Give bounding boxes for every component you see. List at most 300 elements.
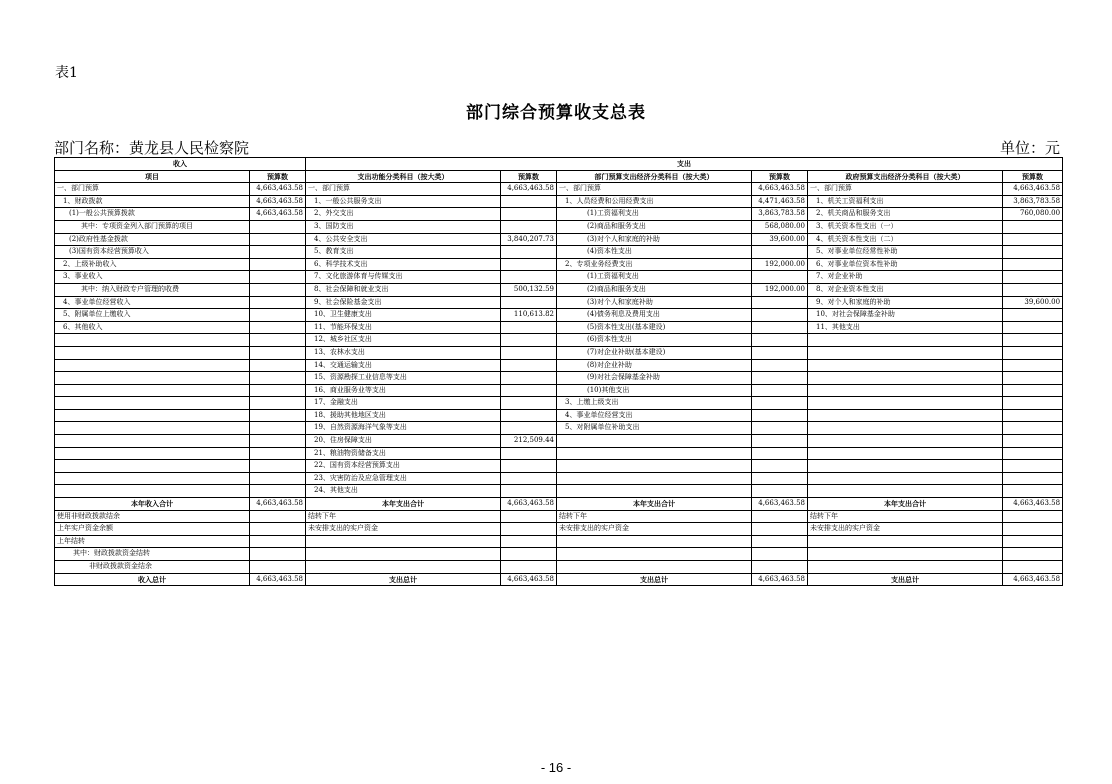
item-cell: 4、事业单位经营收入 bbox=[55, 296, 250, 309]
item-cell bbox=[557, 435, 752, 448]
amount-cell bbox=[501, 397, 557, 410]
amount-cell bbox=[501, 359, 557, 372]
column-header: 预算数 bbox=[1003, 170, 1063, 183]
item-cell: 一、部门预算 bbox=[808, 183, 1003, 196]
table-row bbox=[55, 510, 1063, 523]
item-cell: 2、上级补助收入 bbox=[55, 258, 250, 271]
amount-cell: 4,663,463.58 bbox=[1003, 573, 1063, 586]
table-row bbox=[55, 220, 1063, 233]
item-cell: 8、对企业资本性支出 bbox=[808, 283, 1003, 296]
item-cell bbox=[55, 409, 250, 422]
amount-cell bbox=[1003, 435, 1063, 448]
amount-cell bbox=[501, 460, 557, 473]
item-cell: 20、住房保障支出 bbox=[306, 435, 501, 448]
amount-cell: 4,663,463.58 bbox=[250, 195, 306, 208]
amount-cell bbox=[501, 372, 557, 385]
item-cell: (7)对企业补助(基本建设) bbox=[557, 346, 752, 359]
item-cell bbox=[808, 334, 1003, 347]
amount-cell bbox=[1003, 422, 1063, 435]
item-cell: 其中：专项资金列入部门预算的项目 bbox=[55, 220, 250, 233]
page-title: 部门综合预算收支总表 bbox=[466, 103, 646, 123]
amount-cell: 192,000.00 bbox=[752, 283, 808, 296]
table-row bbox=[55, 183, 1063, 196]
item-cell: (5)资本性支出(基本建设) bbox=[557, 321, 752, 334]
amount-cell bbox=[501, 296, 557, 309]
item-cell bbox=[808, 409, 1003, 422]
table-row bbox=[55, 296, 1063, 309]
amount-cell: 3,863,783.58 bbox=[1003, 195, 1063, 208]
amount-cell bbox=[1003, 535, 1063, 548]
item-cell: 结转下年 bbox=[808, 510, 1003, 523]
table-row bbox=[55, 321, 1063, 334]
amount-cell bbox=[1003, 258, 1063, 271]
table-number: 表1 bbox=[55, 65, 78, 81]
item-cell: 6、科学技术支出 bbox=[306, 258, 501, 271]
column-header: 预算数 bbox=[250, 170, 306, 183]
amount-cell: 4,663,463.58 bbox=[1003, 498, 1063, 511]
item-cell: 支出总计 bbox=[808, 573, 1003, 586]
item-cell: (3)对个人和家庭补助 bbox=[557, 296, 752, 309]
item-cell: 5、对附属单位补助支出 bbox=[557, 422, 752, 435]
amount-cell bbox=[501, 346, 557, 359]
item-cell: 一、部门预算 bbox=[306, 183, 501, 196]
amount-cell bbox=[250, 472, 306, 485]
item-cell: 支出总计 bbox=[306, 573, 501, 586]
amount-cell bbox=[1003, 561, 1063, 574]
item-cell: 13、农林水支出 bbox=[306, 346, 501, 359]
amount-cell bbox=[1003, 346, 1063, 359]
table-row bbox=[55, 359, 1063, 372]
amount-cell bbox=[250, 246, 306, 259]
item-cell bbox=[55, 460, 250, 473]
item-cell: 11、节能环保支出 bbox=[306, 321, 501, 334]
item-cell: 10、卫生健康支出 bbox=[306, 309, 501, 322]
item-cell bbox=[557, 460, 752, 473]
item-cell: 14、交通运输支出 bbox=[306, 359, 501, 372]
amount-cell bbox=[752, 561, 808, 574]
amount-cell bbox=[1003, 447, 1063, 460]
item-cell bbox=[55, 359, 250, 372]
amount-cell bbox=[250, 422, 306, 435]
table-row bbox=[55, 409, 1063, 422]
amount-cell bbox=[752, 359, 808, 372]
item-cell: 4、事业单位经营支出 bbox=[557, 409, 752, 422]
amount-cell bbox=[501, 334, 557, 347]
table-row bbox=[55, 485, 1063, 498]
table-row bbox=[55, 535, 1063, 548]
item-cell bbox=[808, 384, 1003, 397]
amount-cell bbox=[752, 309, 808, 322]
item-cell: (1)工资福利支出 bbox=[557, 208, 752, 221]
item-cell bbox=[557, 447, 752, 460]
item-cell: (2)政府性基金拨款 bbox=[55, 233, 250, 246]
amount-cell bbox=[1003, 283, 1063, 296]
department-name: 部门名称：黄龙县人民检察院 bbox=[54, 139, 250, 157]
item-cell: 2、专项业务经费支出 bbox=[557, 258, 752, 271]
unit-label: 单位：元 bbox=[999, 139, 1060, 157]
item-cell: 7、对企业补助 bbox=[808, 271, 1003, 284]
amount-cell bbox=[1003, 321, 1063, 334]
table-row bbox=[55, 561, 1063, 574]
item-cell: 1、人员经费和公用经费支出 bbox=[557, 195, 752, 208]
amount-cell bbox=[250, 409, 306, 422]
amount-cell bbox=[250, 460, 306, 473]
amount-cell bbox=[501, 422, 557, 435]
item-cell: 6、其他收入 bbox=[55, 321, 250, 334]
amount-cell bbox=[250, 535, 306, 548]
item-cell: 上年实户资金余额 bbox=[55, 523, 250, 536]
table-row bbox=[55, 195, 1063, 208]
item-cell bbox=[557, 548, 752, 561]
amount-cell: 4,663,463.58 bbox=[752, 498, 808, 511]
amount-cell bbox=[1003, 359, 1063, 372]
amount-cell bbox=[250, 397, 306, 410]
item-cell bbox=[55, 472, 250, 485]
amount-cell bbox=[1003, 220, 1063, 233]
amount-cell bbox=[752, 246, 808, 259]
item-cell: (3)对个人和家庭的补助 bbox=[557, 233, 752, 246]
amount-cell bbox=[1003, 271, 1063, 284]
item-cell: 22、国有资本经营预算支出 bbox=[306, 460, 501, 473]
item-cell: 8、社会保障和就业支出 bbox=[306, 283, 501, 296]
item-cell bbox=[808, 397, 1003, 410]
amount-cell bbox=[752, 384, 808, 397]
item-cell: 未安排支出的实户资金 bbox=[557, 523, 752, 536]
amount-cell bbox=[1003, 523, 1063, 536]
amount-cell bbox=[250, 309, 306, 322]
amount-cell bbox=[1003, 309, 1063, 322]
amount-cell bbox=[501, 485, 557, 498]
amount-cell bbox=[501, 208, 557, 221]
income-header: 收入 bbox=[55, 158, 306, 171]
amount-cell bbox=[752, 435, 808, 448]
item-cell: (3)国有资本经营预算收入 bbox=[55, 246, 250, 259]
item-cell bbox=[808, 561, 1003, 574]
amount-cell bbox=[501, 561, 557, 574]
item-cell bbox=[306, 535, 501, 548]
amount-cell bbox=[501, 321, 557, 334]
item-cell: 2、外交支出 bbox=[306, 208, 501, 221]
amount-cell: 3,840,207.73 bbox=[501, 233, 557, 246]
item-cell bbox=[808, 435, 1003, 448]
item-cell bbox=[808, 346, 1003, 359]
amount-cell bbox=[250, 447, 306, 460]
amount-cell: 4,663,463.58 bbox=[250, 573, 306, 586]
amount-cell bbox=[250, 283, 306, 296]
item-cell bbox=[55, 447, 250, 460]
amount-cell bbox=[501, 195, 557, 208]
item-cell: 11、其他支出 bbox=[808, 321, 1003, 334]
item-cell bbox=[55, 422, 250, 435]
amount-cell: 4,663,463.58 bbox=[250, 183, 306, 196]
table-row bbox=[55, 422, 1063, 435]
amount-cell bbox=[752, 372, 808, 385]
table-row bbox=[55, 384, 1063, 397]
item-cell bbox=[808, 535, 1003, 548]
amount-cell bbox=[250, 384, 306, 397]
amount-cell bbox=[501, 447, 557, 460]
item-cell bbox=[557, 485, 752, 498]
amount-cell bbox=[250, 548, 306, 561]
amount-cell bbox=[250, 220, 306, 233]
amount-cell bbox=[501, 220, 557, 233]
amount-cell bbox=[250, 510, 306, 523]
amount-cell bbox=[1003, 472, 1063, 485]
table-row bbox=[55, 246, 1063, 259]
item-cell: (1)一般公共预算拨款 bbox=[55, 208, 250, 221]
amount-cell bbox=[250, 523, 306, 536]
amount-cell bbox=[1003, 548, 1063, 561]
amount-cell: 39,600.00 bbox=[1003, 296, 1063, 309]
amount-cell bbox=[752, 510, 808, 523]
amount-cell bbox=[1003, 409, 1063, 422]
item-cell: 上年结转 bbox=[55, 535, 250, 548]
amount-cell: 4,663,463.58 bbox=[501, 498, 557, 511]
item-cell: 2、机关商品和服务支出 bbox=[808, 208, 1003, 221]
item-cell: 3、上缴上级支出 bbox=[557, 397, 752, 410]
item-cell: 24、其他支出 bbox=[306, 485, 501, 498]
item-cell bbox=[808, 460, 1003, 473]
column-header: 支出功能分类科目（按大类） bbox=[306, 170, 501, 183]
amount-cell bbox=[250, 359, 306, 372]
item-cell: 其中：财政拨款资金结转 bbox=[55, 548, 250, 561]
table-row bbox=[55, 346, 1063, 359]
item-cell: 5、附属单位上缴收入 bbox=[55, 309, 250, 322]
amount-cell bbox=[752, 321, 808, 334]
budget-table bbox=[54, 157, 1063, 586]
amount-cell: 500,132.59 bbox=[501, 283, 557, 296]
amount-cell bbox=[501, 258, 557, 271]
amount-cell bbox=[1003, 384, 1063, 397]
expense-header: 支出 bbox=[306, 158, 1063, 171]
amount-cell: 760,080.00 bbox=[1003, 208, 1063, 221]
table-row bbox=[55, 271, 1063, 284]
amount-cell: 4,663,463.58 bbox=[250, 498, 306, 511]
column-header: 预算数 bbox=[501, 170, 557, 183]
amount-cell bbox=[752, 485, 808, 498]
item-cell: (2)商品和服务支出 bbox=[557, 220, 752, 233]
group-header-row bbox=[55, 158, 1063, 171]
amount-cell: 192,000.00 bbox=[752, 258, 808, 271]
amount-cell bbox=[250, 334, 306, 347]
amount-cell bbox=[250, 561, 306, 574]
item-cell: 18、援助其他地区支出 bbox=[306, 409, 501, 422]
item-cell: 7、文化旅游体育与传媒支出 bbox=[306, 271, 501, 284]
amount-cell bbox=[752, 334, 808, 347]
amount-cell bbox=[1003, 372, 1063, 385]
item-cell: (6)资本性支出 bbox=[557, 334, 752, 347]
item-cell: 一、部门预算 bbox=[55, 183, 250, 196]
amount-cell bbox=[752, 422, 808, 435]
item-cell: (2)商品和服务支出 bbox=[557, 283, 752, 296]
item-cell bbox=[306, 561, 501, 574]
item-cell: 9、对个人和家庭的补助 bbox=[808, 296, 1003, 309]
item-cell: 本年支出合计 bbox=[306, 498, 501, 511]
item-cell bbox=[55, 485, 250, 498]
amount-cell bbox=[752, 548, 808, 561]
item-cell bbox=[306, 548, 501, 561]
amount-cell: 4,471,463.58 bbox=[752, 195, 808, 208]
item-cell: 4、机关资本性支出（二） bbox=[808, 233, 1003, 246]
amount-cell bbox=[501, 535, 557, 548]
table-row bbox=[55, 460, 1063, 473]
amount-cell bbox=[250, 271, 306, 284]
amount-cell bbox=[501, 409, 557, 422]
column-header: 项目 bbox=[55, 170, 250, 183]
page-number: - 16 - bbox=[540, 760, 572, 775]
amount-cell bbox=[752, 535, 808, 548]
item-cell: 本年支出合计 bbox=[557, 498, 752, 511]
table-row bbox=[55, 208, 1063, 221]
amount-cell: 39,600.00 bbox=[752, 233, 808, 246]
amount-cell: 110,613.82 bbox=[501, 309, 557, 322]
table-row bbox=[55, 334, 1063, 347]
amount-cell bbox=[1003, 485, 1063, 498]
amount-cell bbox=[250, 346, 306, 359]
table-row bbox=[55, 258, 1063, 271]
item-cell: 未安排支出的实户资金 bbox=[808, 523, 1003, 536]
item-cell bbox=[557, 561, 752, 574]
item-cell: 15、资源勘探工业信息等支出 bbox=[306, 372, 501, 385]
amount-cell bbox=[752, 397, 808, 410]
item-cell: 结转下年 bbox=[306, 510, 501, 523]
amount-cell bbox=[250, 485, 306, 498]
amount-cell bbox=[250, 233, 306, 246]
amount-cell bbox=[1003, 334, 1063, 347]
item-cell: 一、部门预算 bbox=[557, 183, 752, 196]
table-row bbox=[55, 435, 1063, 448]
item-cell: 5、对事业单位经常性补助 bbox=[808, 246, 1003, 259]
amount-cell bbox=[250, 296, 306, 309]
table-row bbox=[55, 233, 1063, 246]
item-cell: 非财政拨款资金结余 bbox=[55, 561, 250, 574]
item-cell bbox=[557, 535, 752, 548]
subtotal-row bbox=[55, 498, 1063, 511]
amount-cell bbox=[250, 435, 306, 448]
item-cell bbox=[808, 359, 1003, 372]
amount-cell bbox=[250, 321, 306, 334]
item-cell: 4、公共安全支出 bbox=[306, 233, 501, 246]
item-cell: 1、一般公共服务支出 bbox=[306, 195, 501, 208]
amount-cell bbox=[501, 523, 557, 536]
table-row bbox=[55, 523, 1063, 536]
total-row bbox=[55, 573, 1063, 586]
item-cell bbox=[55, 397, 250, 410]
item-cell: 16、商业服务业等支出 bbox=[306, 384, 501, 397]
amount-cell: 4,663,463.58 bbox=[250, 208, 306, 221]
item-cell bbox=[55, 346, 250, 359]
table-row bbox=[55, 548, 1063, 561]
amount-cell: 4,663,463.58 bbox=[501, 183, 557, 196]
item-cell: 1、财政拨款 bbox=[55, 195, 250, 208]
column-header: 部门预算支出经济分类科目（按大类） bbox=[557, 170, 752, 183]
table-row bbox=[55, 472, 1063, 485]
amount-cell: 4,663,463.58 bbox=[752, 573, 808, 586]
amount-cell bbox=[752, 447, 808, 460]
item-cell: 3、机关资本性支出（一） bbox=[808, 220, 1003, 233]
item-cell bbox=[55, 334, 250, 347]
item-cell: 6、对事业单位资本性补助 bbox=[808, 258, 1003, 271]
item-cell: 12、城乡社区支出 bbox=[306, 334, 501, 347]
item-cell: (10)其他支出 bbox=[557, 384, 752, 397]
amount-cell bbox=[1003, 246, 1063, 259]
amount-cell bbox=[1003, 510, 1063, 523]
item-cell: 未安排支出的实户资金 bbox=[306, 523, 501, 536]
amount-cell: 568,080.00 bbox=[752, 220, 808, 233]
table-row bbox=[55, 309, 1063, 322]
item-cell: 21、粮油物资储备支出 bbox=[306, 447, 501, 460]
item-cell: (4)债务利息及费用支出 bbox=[557, 309, 752, 322]
amount-cell bbox=[501, 384, 557, 397]
item-cell: 3、国防支出 bbox=[306, 220, 501, 233]
item-cell bbox=[808, 472, 1003, 485]
item-cell: 其中：纳入财政专户管理的收费 bbox=[55, 283, 250, 296]
item-cell: (8)对企业补助 bbox=[557, 359, 752, 372]
amount-cell bbox=[752, 296, 808, 309]
column-header: 政府预算支出经济分类科目（按大类） bbox=[808, 170, 1003, 183]
item-cell: 5、教育支出 bbox=[306, 246, 501, 259]
table-row bbox=[55, 447, 1063, 460]
column-header-row bbox=[55, 170, 1063, 183]
item-cell: (9)对社会保障基金补助 bbox=[557, 372, 752, 385]
item-cell bbox=[808, 447, 1003, 460]
amount-cell bbox=[1003, 397, 1063, 410]
amount-cell bbox=[501, 472, 557, 485]
table-row bbox=[55, 372, 1063, 385]
amount-cell bbox=[752, 460, 808, 473]
amount-cell bbox=[752, 346, 808, 359]
table-row bbox=[55, 283, 1063, 296]
amount-cell bbox=[752, 472, 808, 485]
item-cell bbox=[808, 422, 1003, 435]
item-cell: 3、事业收入 bbox=[55, 271, 250, 284]
item-cell: (4)资本性支出 bbox=[557, 246, 752, 259]
amount-cell bbox=[501, 271, 557, 284]
item-cell: 使用非财政拨款结余 bbox=[55, 510, 250, 523]
item-cell bbox=[55, 435, 250, 448]
amount-cell bbox=[501, 246, 557, 259]
column-header: 预算数 bbox=[752, 170, 808, 183]
amount-cell bbox=[250, 258, 306, 271]
table-row bbox=[55, 397, 1063, 410]
amount-cell bbox=[752, 409, 808, 422]
item-cell bbox=[55, 384, 250, 397]
item-cell bbox=[808, 485, 1003, 498]
amount-cell: 212,509.44 bbox=[501, 435, 557, 448]
item-cell: (1)工资福利支出 bbox=[557, 271, 752, 284]
item-cell: 本年支出合计 bbox=[808, 498, 1003, 511]
amount-cell: 4,663,463.58 bbox=[501, 573, 557, 586]
amount-cell bbox=[752, 523, 808, 536]
item-cell: 结转下年 bbox=[557, 510, 752, 523]
amount-cell: 4,663,463.58 bbox=[752, 183, 808, 196]
amount-cell bbox=[752, 271, 808, 284]
item-cell: 1、机关工资福利支出 bbox=[808, 195, 1003, 208]
amount-cell: 4,663,463.58 bbox=[1003, 183, 1063, 196]
item-cell: 9、社会保险基金支出 bbox=[306, 296, 501, 309]
item-cell: 本年收入合计 bbox=[55, 498, 250, 511]
amount-cell bbox=[501, 548, 557, 561]
item-cell: 10、对社会保障基金补助 bbox=[808, 309, 1003, 322]
item-cell: 17、金融支出 bbox=[306, 397, 501, 410]
item-cell: 19、自然资源海洋气象等支出 bbox=[306, 422, 501, 435]
item-cell: 支出总计 bbox=[557, 573, 752, 586]
amount-cell bbox=[501, 510, 557, 523]
amount-cell bbox=[1003, 460, 1063, 473]
item-cell bbox=[557, 472, 752, 485]
item-cell: 23、灾害防治及应急管理支出 bbox=[306, 472, 501, 485]
item-cell bbox=[55, 372, 250, 385]
